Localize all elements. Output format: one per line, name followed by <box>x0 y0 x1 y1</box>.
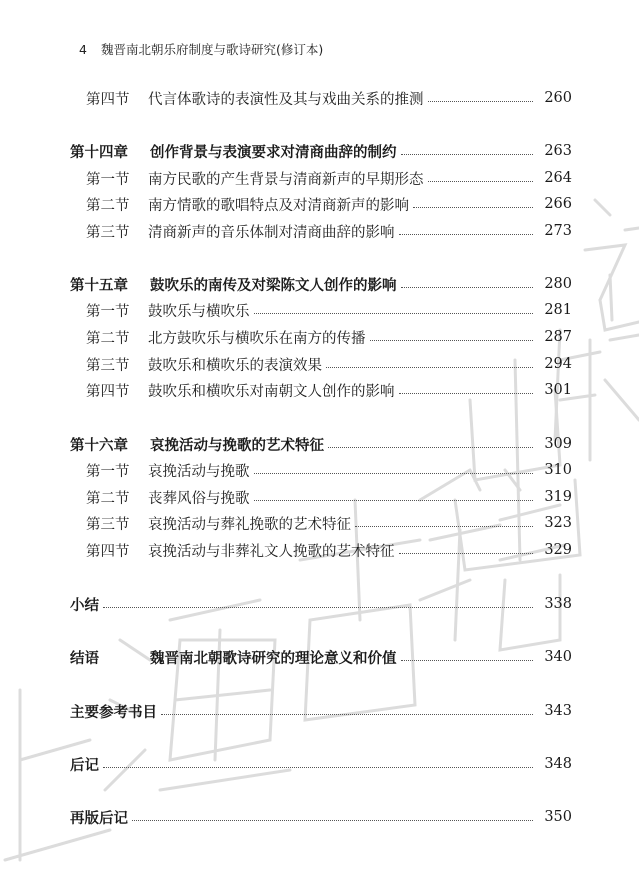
toc-entry-label <box>86 88 424 109</box>
toc-entry-page: 310 <box>544 462 572 478</box>
toc-entry-label <box>86 460 250 481</box>
toc-leader-dots <box>254 473 534 474</box>
toc-entry-page: 348 <box>544 756 572 772</box>
toc-entry-number: 第三节 <box>86 516 130 533</box>
toc-entry-title: 主要参考书目 <box>70 704 157 721</box>
toc-entry <box>0 298 639 322</box>
toc-entry <box>0 645 639 669</box>
toc-entry <box>0 352 639 376</box>
toc-entry-page: 266 <box>544 196 572 212</box>
toc-entry-title: 鼓吹乐的南传及对梁陈文人创作的影响 <box>150 277 397 294</box>
toc-entry <box>0 538 639 562</box>
toc-entry <box>0 166 639 190</box>
page-header <box>79 40 323 58</box>
toc-entry-label <box>86 513 351 534</box>
toc-entry-label <box>86 487 250 508</box>
toc-entry-number: 第三节 <box>86 357 130 374</box>
toc-entry <box>0 485 639 509</box>
toc-entry-number: 第二节 <box>86 197 130 214</box>
toc-leader-dots <box>399 393 534 394</box>
toc-entry-number: 第一节 <box>86 303 130 320</box>
header-book-title: 魏晋南北朝乐府制度与歌诗研究(修订本) <box>100 42 324 57</box>
toc-entry-page: 350 <box>544 809 572 825</box>
toc-leader-dots <box>428 101 534 102</box>
toc-entry <box>0 511 639 535</box>
toc-entry-title: 哀挽活动与非葬礼文人挽歌的艺术特征 <box>148 543 395 560</box>
toc-entry <box>0 219 639 243</box>
toc-entry-page: 260 <box>544 90 572 106</box>
toc-entry-label <box>86 168 424 189</box>
toc-entry <box>0 378 639 402</box>
toc-entry <box>0 432 639 456</box>
toc-leader-dots <box>401 660 534 661</box>
toc-entry-label <box>70 754 99 775</box>
toc-entry-page: 340 <box>544 649 572 665</box>
toc-entry-page: 301 <box>544 382 572 398</box>
toc-leader-dots <box>428 181 534 182</box>
toc-leader-dots <box>161 714 533 715</box>
toc-entry-title: 哀挽活动与葬礼挽歌的艺术特征 <box>148 516 351 533</box>
toc-entry-number: 第十五章 <box>70 277 128 294</box>
toc-entry-label <box>86 354 322 375</box>
toc-entry <box>0 458 639 482</box>
toc-entry-title: 清商新声的音乐体制对清商曲辞的影响 <box>148 224 395 241</box>
toc-entry-page: 280 <box>544 276 572 292</box>
toc-entry <box>0 86 639 110</box>
header-page-number: 4 <box>79 42 87 57</box>
toc-leader-dots <box>401 154 534 155</box>
toc-entry-label <box>70 807 128 828</box>
toc-leader-dots <box>370 340 534 341</box>
toc-entry-title: 哀挽活动与挽歌的艺术特征 <box>150 437 324 454</box>
toc-entry-page: 287 <box>544 329 572 345</box>
toc-entry-page: 264 <box>544 170 572 186</box>
toc-entry-title: 再版后记 <box>70 810 128 827</box>
toc-entry-title: 鼓吹乐和横吹乐对南朝文人创作的影响 <box>148 383 395 400</box>
toc-leader-dots <box>328 447 533 448</box>
toc-entry-page: 329 <box>544 542 572 558</box>
toc-entry-page: 294 <box>544 356 572 372</box>
toc-leader-dots <box>326 367 533 368</box>
toc-entry-number: 第二节 <box>86 490 130 507</box>
toc-entry <box>0 272 639 296</box>
toc-entry-title: 鼓吹乐与横吹乐 <box>148 303 250 320</box>
toc-leader-dots <box>401 287 534 288</box>
toc-leader-dots <box>399 234 534 235</box>
toc-entry-label <box>70 701 157 722</box>
toc-entry <box>0 192 639 216</box>
toc-entry <box>0 325 639 349</box>
toc-entry-page: 281 <box>544 302 572 318</box>
toc-entry <box>0 592 639 616</box>
toc-entry-title: 北方鼓吹乐与横吹乐在南方的传播 <box>148 330 366 347</box>
toc-entry-number: 第四节 <box>86 91 130 108</box>
toc-entry-page: 319 <box>544 489 572 505</box>
toc-entry <box>0 805 639 829</box>
toc-entry-number: 第十四章 <box>70 144 128 161</box>
toc-entry-page: 323 <box>544 515 572 531</box>
toc-leader-dots <box>132 820 533 821</box>
toc-entry-page: 309 <box>544 436 572 452</box>
toc-entry-title: 哀挽活动与挽歌 <box>148 463 250 480</box>
toc-entry-number: 第三节 <box>86 224 130 241</box>
toc-entry-title: 南方情歌的歌唱特点及对清商新声的影响 <box>148 197 409 214</box>
toc-entry <box>0 752 639 776</box>
toc-entry-title: 南方民歌的产生背景与清商新声的早期形态 <box>148 171 424 188</box>
toc-entry-label <box>86 221 395 242</box>
toc-leader-dots <box>399 553 534 554</box>
toc-entry-number: 第四节 <box>86 383 130 400</box>
toc-entry-title: 创作背景与表演要求对清商曲辞的制约 <box>150 144 397 161</box>
toc-leader-dots <box>254 500 534 501</box>
toc-entry-title: 丧葬风俗与挽歌 <box>148 490 250 507</box>
toc-entry-title: 魏晋南北朝歌诗研究的理论意义和价值 <box>150 650 397 667</box>
toc-entry-page: 338 <box>544 596 572 612</box>
toc-leader-dots <box>413 207 533 208</box>
toc-entry-label <box>86 194 409 215</box>
toc-entry <box>0 139 639 163</box>
toc-entry-number: 第二节 <box>86 330 130 347</box>
toc-entry-number: 第一节 <box>86 171 130 188</box>
toc-entry-page: 263 <box>544 143 572 159</box>
toc-leader-dots <box>103 767 533 768</box>
toc-entry-number: 第十六章 <box>70 437 128 454</box>
toc-entry-label <box>70 141 397 162</box>
toc-entry <box>0 699 639 723</box>
toc-entry-label <box>86 540 395 561</box>
toc-entry-number: 第四节 <box>86 543 130 560</box>
toc-entry-title: 后记 <box>70 757 99 774</box>
toc-entry-label <box>86 327 366 348</box>
toc-leader-dots <box>103 607 533 608</box>
toc-entry-title: 小结 <box>70 597 99 614</box>
toc-entry-label <box>86 300 250 321</box>
toc-entry-label <box>70 594 99 615</box>
toc-leader-dots <box>254 313 534 314</box>
toc-entry-label <box>70 434 324 455</box>
toc-entry-title: 鼓吹乐和横吹乐的表演效果 <box>148 357 322 374</box>
toc-entry-label <box>70 647 397 668</box>
toc-entry-title: 代言体歌诗的表演性及其与戏曲关系的推测 <box>148 91 424 108</box>
toc-entry-page: 343 <box>544 703 572 719</box>
toc-entry-page: 273 <box>544 223 572 239</box>
toc-leader-dots <box>355 526 533 527</box>
toc-entry-number: 结语 <box>70 650 99 667</box>
toc-entry-label <box>86 380 395 401</box>
toc-entry-label <box>70 274 397 295</box>
toc-entry-number: 第一节 <box>86 463 130 480</box>
